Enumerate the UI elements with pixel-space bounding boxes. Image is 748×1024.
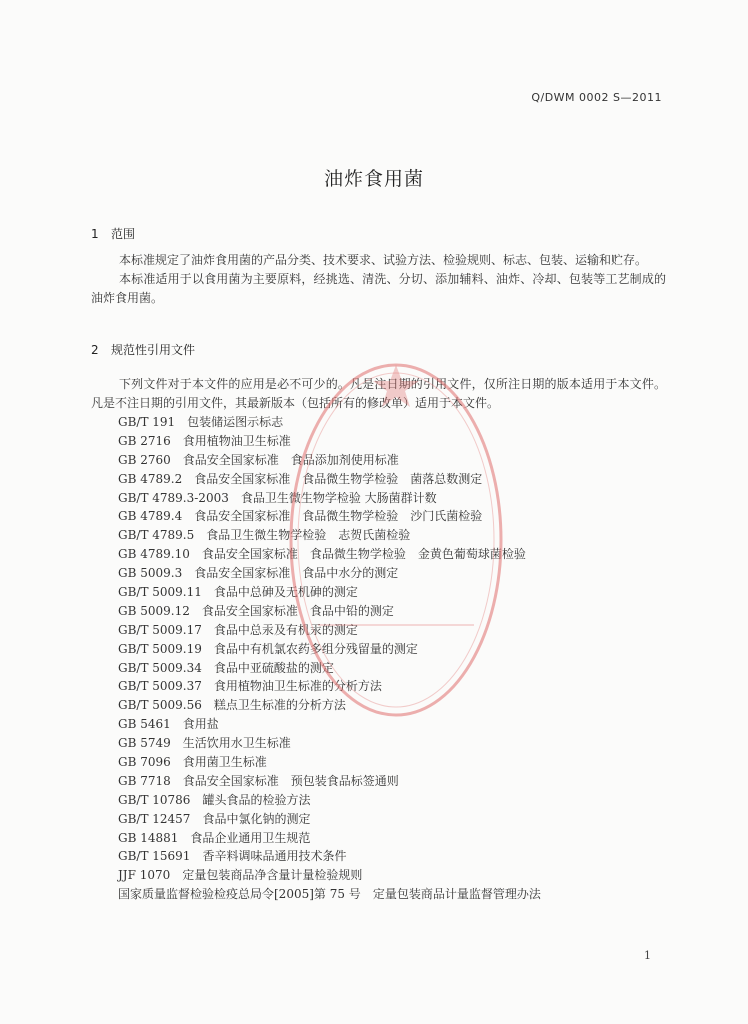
reference-item <box>118 432 541 451</box>
reference-title: 食品中总砷及无机砷的测定 <box>213 585 358 600</box>
reference-title: 定量包装商品净含量计量检验规则 <box>182 868 363 883</box>
reference-title: 食品安全国家标准 预包装食品标签通则 <box>182 773 399 788</box>
reference-item <box>118 715 541 734</box>
reference-title: 食用植物油卫生标准的分析方法 <box>213 679 382 694</box>
section-title: 范围 <box>111 227 136 241</box>
reference-code: GB 4789.4 <box>118 509 183 524</box>
reference-code: GB 5009.12 <box>118 603 190 618</box>
reference-code: GB/T 5009.37 <box>118 679 202 694</box>
reference-code: GB 2760 <box>118 452 171 467</box>
reference-title: 食品安全国家标准 食品微生物学检验 金黄色葡萄球菌检验 <box>201 547 526 562</box>
reference-title: 香辛料调味品通用技术条件 <box>202 849 347 864</box>
reference-code: GB 14881 <box>118 830 179 845</box>
reference-title: 食品中亚硫酸盐的测定 <box>213 660 334 675</box>
reference-code: GB/T 10786 <box>118 792 191 807</box>
reference-title: 食用植物油卫生标准 <box>182 433 291 448</box>
section-title: 规范性引用文件 <box>111 343 196 357</box>
reference-item <box>118 810 541 829</box>
reference-title: 食品卫生微生物学检验 志贺氏菌检验 <box>206 528 411 543</box>
page-number: 1 <box>644 949 651 962</box>
reference-item <box>118 413 541 432</box>
document-title: 油炸食用菌 <box>323 168 424 190</box>
reference-title: 食品中有机氯农药多组分残留量的测定 <box>213 641 418 656</box>
reference-item <box>118 621 541 640</box>
reference-title: 定量包装商品计量监督管理办法 <box>372 887 541 902</box>
reference-code: JJF 1070 <box>118 868 171 883</box>
reference-title: 食品安全国家标准 食品微生物学检验 菌落总数测定 <box>194 471 483 486</box>
reference-title: 糕点卫生标准的分析方法 <box>213 698 346 713</box>
reference-code: GB/T 5009.19 <box>118 641 202 656</box>
scope-paragraph-2: 本标准适用于以食用菌为主要原料，经挑选、清洗、分切、添加辅料、油炸、冷却、包装等工艺制成的油炸食用菌。 <box>91 272 666 305</box>
reference-title: 罐头食品的检验方法 <box>202 792 311 807</box>
reference-item <box>118 526 541 545</box>
reference-item <box>118 791 541 810</box>
reference-list <box>118 413 541 904</box>
reference-item <box>118 489 541 508</box>
reference-item <box>118 470 541 489</box>
reference-code: GB/T 4789.3-2003 <box>118 490 229 505</box>
reference-title: 食品安全国家标准 食品中水分的测定 <box>194 566 399 581</box>
reference-item <box>118 753 541 772</box>
reference-code: GB/T 191 <box>118 415 176 429</box>
reference-code: GB/T 5009.17 <box>118 622 202 637</box>
reference-code: GB 7096 <box>118 755 171 770</box>
reference-title: 生活饮用水卫生标准 <box>182 736 291 751</box>
reference-item <box>118 829 541 848</box>
reference-code: GB/T 5009.56 <box>118 698 202 713</box>
reference-code: GB/T 5009.11 <box>118 585 202 600</box>
reference-title: 食品安全国家标准 食品中铅的测定 <box>201 603 394 618</box>
reference-title: 食品安全国家标准 食品添加剂使用标准 <box>182 452 399 467</box>
reference-item <box>118 659 541 678</box>
reference-item <box>118 564 541 583</box>
reference-item <box>118 772 541 791</box>
reference-title: 食品企业通用卫生规范 <box>190 830 311 845</box>
reference-item <box>118 847 541 866</box>
reference-code: GB 5009.3 <box>118 566 183 581</box>
section-heading-normative-references <box>91 341 195 358</box>
reference-item <box>118 696 541 715</box>
reference-item <box>118 507 541 526</box>
references-intro-paragraph: 下列文件对于本文件的应用是必不可少的。凡是注日期的引用文件，仅所注日期的版本适用于本文件。凡是不注日期的引用文件，其最新版本（包括所有的修改单）适用于本文件。 <box>91 377 666 410</box>
reference-code: 国家质量监督检验检疫总局令[2005]第 75 号 <box>118 887 361 902</box>
scope-paragraph-1: 本标准规定了油炸食用菌的产品分类、技术要求、试验方法、检验规则、标志、包装、运输和贮存。 <box>119 253 648 267</box>
reference-title: 食品卫生微生物学检验 大肠菌群计数 <box>240 490 437 505</box>
reference-title: 食品中总汞及有机汞的测定 <box>213 622 358 637</box>
section-number: 1 <box>91 227 99 241</box>
reference-code: GB 5749 <box>118 736 171 751</box>
section-heading-scope <box>91 225 135 242</box>
reference-item <box>118 866 541 885</box>
section-number: 2 <box>91 343 99 357</box>
reference-code: GB/T 4789.5 <box>118 528 195 543</box>
reference-item <box>118 583 541 602</box>
reference-code: GB/T 5009.34 <box>118 660 202 675</box>
reference-code: GB 5461 <box>118 717 171 732</box>
reference-code: GB/T 15691 <box>118 849 191 864</box>
reference-code: GB 4789.2 <box>118 471 183 486</box>
reference-item <box>118 602 541 621</box>
reference-code: GB/T 12457 <box>118 811 191 826</box>
reference-title: 食品中氯化钠的测定 <box>202 811 311 826</box>
reference-code: GB 4789.10 <box>118 547 190 562</box>
reference-title: 食用盐 <box>182 717 219 732</box>
standard-number: Q/DWM 0002 S—2011 <box>531 91 662 104</box>
reference-item <box>118 677 541 696</box>
reference-title: 食用菌卫生标准 <box>182 755 267 770</box>
reference-item <box>118 640 541 659</box>
reference-title: 包装储运图示标志 <box>187 415 284 429</box>
reference-code: GB 2716 <box>118 433 171 448</box>
reference-code: GB 7718 <box>118 773 171 788</box>
reference-title: 食品安全国家标准 食品微生物学检验 沙门氏菌检验 <box>194 509 483 524</box>
reference-item <box>118 451 541 470</box>
reference-item <box>118 545 541 564</box>
reference-item <box>118 885 541 904</box>
reference-item <box>118 734 541 753</box>
